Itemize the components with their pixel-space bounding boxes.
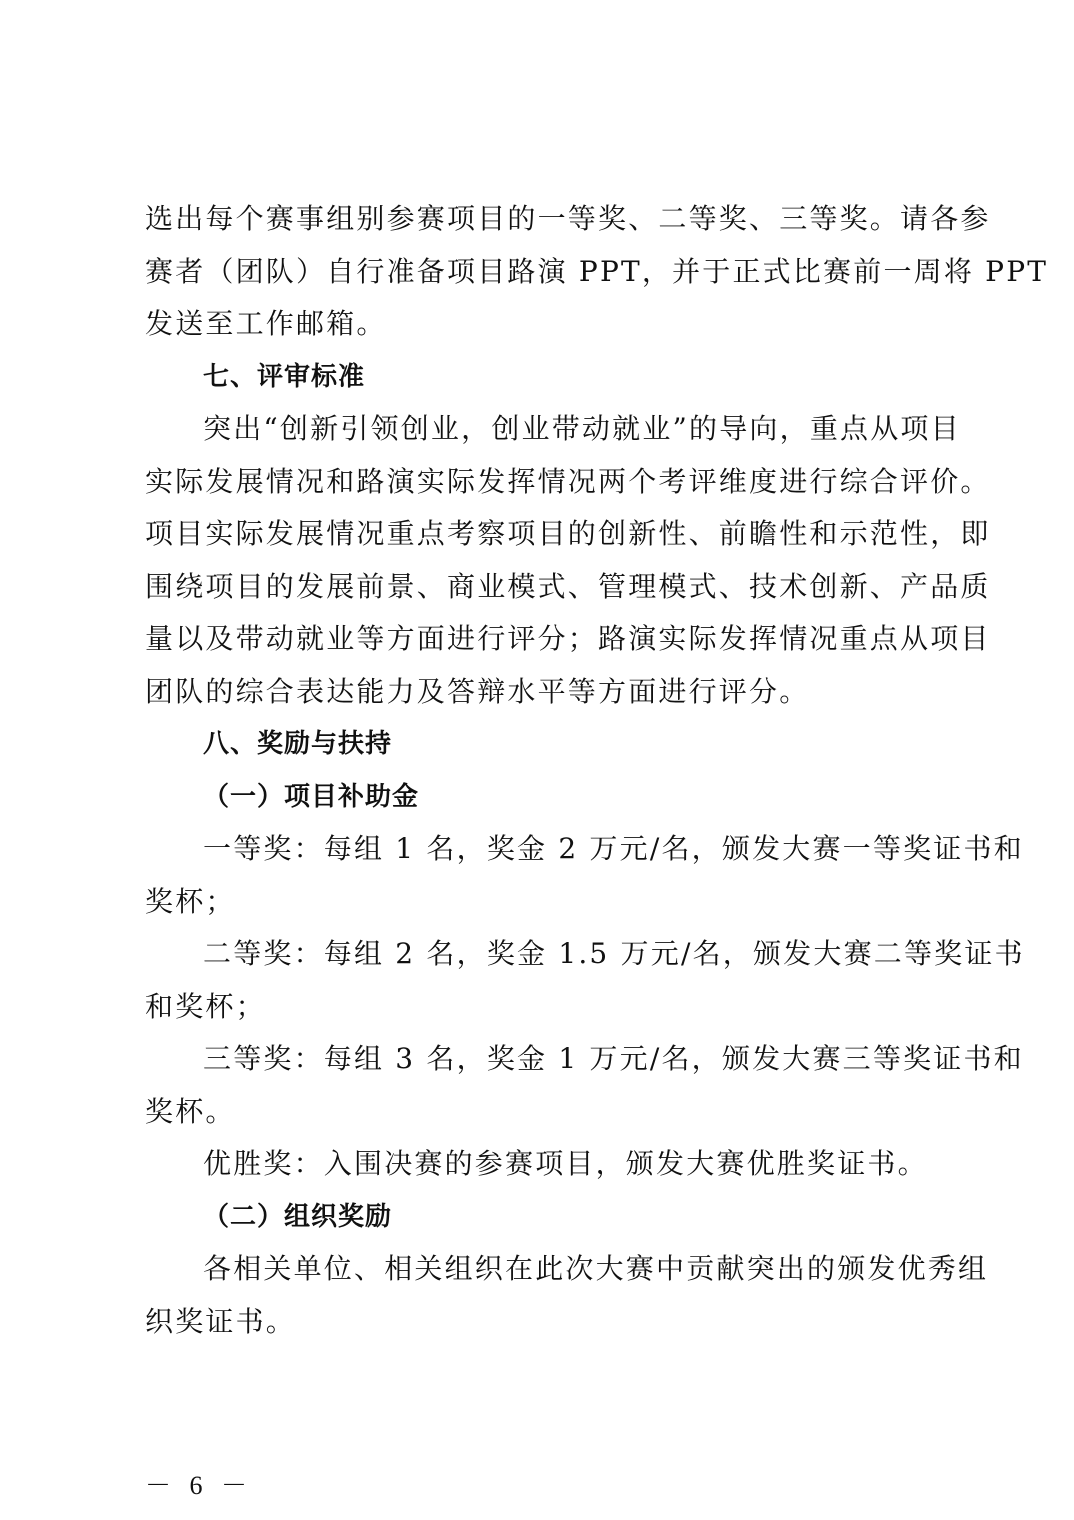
award-line: 奖杯；: [145, 884, 236, 918]
page-number: － 6 －: [145, 1471, 254, 1500]
paragraph-line: 实际发展情况和路演实际发挥情况两个考评维度进行综合评价。: [145, 464, 991, 498]
paragraph-line: 团队的综合表达能力及答辩水平等方面进行评分。: [145, 674, 810, 708]
paragraph-line: 赛者（团队）自行准备项目路演 PPT，并于正式比赛前一周将 PPT: [145, 254, 1049, 288]
paragraph-line: 项目实际发展情况重点考察项目的创新性、前瞻性和示范性，即: [145, 517, 991, 550]
subsection-heading-2: （二）组织奖励: [203, 1201, 393, 1232]
section-heading-7: 七、评审标准: [203, 361, 366, 392]
paragraph-line: 选出每个赛事组别参赛项目的一等奖、二等奖、三等奖。请各参: [145, 202, 991, 235]
award-line: 一等奖：每组 1 名，奖金 2 万元/名，颁发大赛一等奖证书和: [203, 832, 1024, 865]
section-heading-8: 八、奖励与扶持: [203, 729, 393, 759]
paragraph-line: 各相关单位、相关组织在此次大赛中贡献突出的颁发优秀组: [203, 1252, 989, 1285]
award-line: 二等奖：每组 2 名，奖金 1.5 万元/名，颁发大赛二等奖证书: [203, 937, 1025, 970]
paragraph-line: 发送至工作邮箱。: [145, 307, 387, 340]
award-line: 三等奖：每组 3 名，奖金 1 万元/名，颁发大赛三等奖证书和: [203, 1042, 1024, 1075]
document-page: [145, 193, 1049, 1348]
award-line: 奖杯。: [145, 1094, 236, 1128]
paragraph-line: 织奖证书。: [145, 1304, 297, 1338]
award-line: 和奖杯；: [145, 989, 266, 1023]
award-line: 优胜奖：入围决赛的参赛项目，颁发大赛优胜奖证书。: [203, 1147, 928, 1180]
subsection-heading-1: （一）项目补助金: [203, 781, 420, 812]
paragraph-line: 量以及带动就业等方面进行评分；路演实际发挥情况重点从项目: [145, 622, 991, 655]
paragraph-line: 突出“创新引领创业，创业带动就业”的导向，重点从项目: [203, 412, 961, 445]
paragraph-line: 围绕项目的发展前景、商业模式、管理模式、技术创新、产品质: [145, 569, 991, 603]
